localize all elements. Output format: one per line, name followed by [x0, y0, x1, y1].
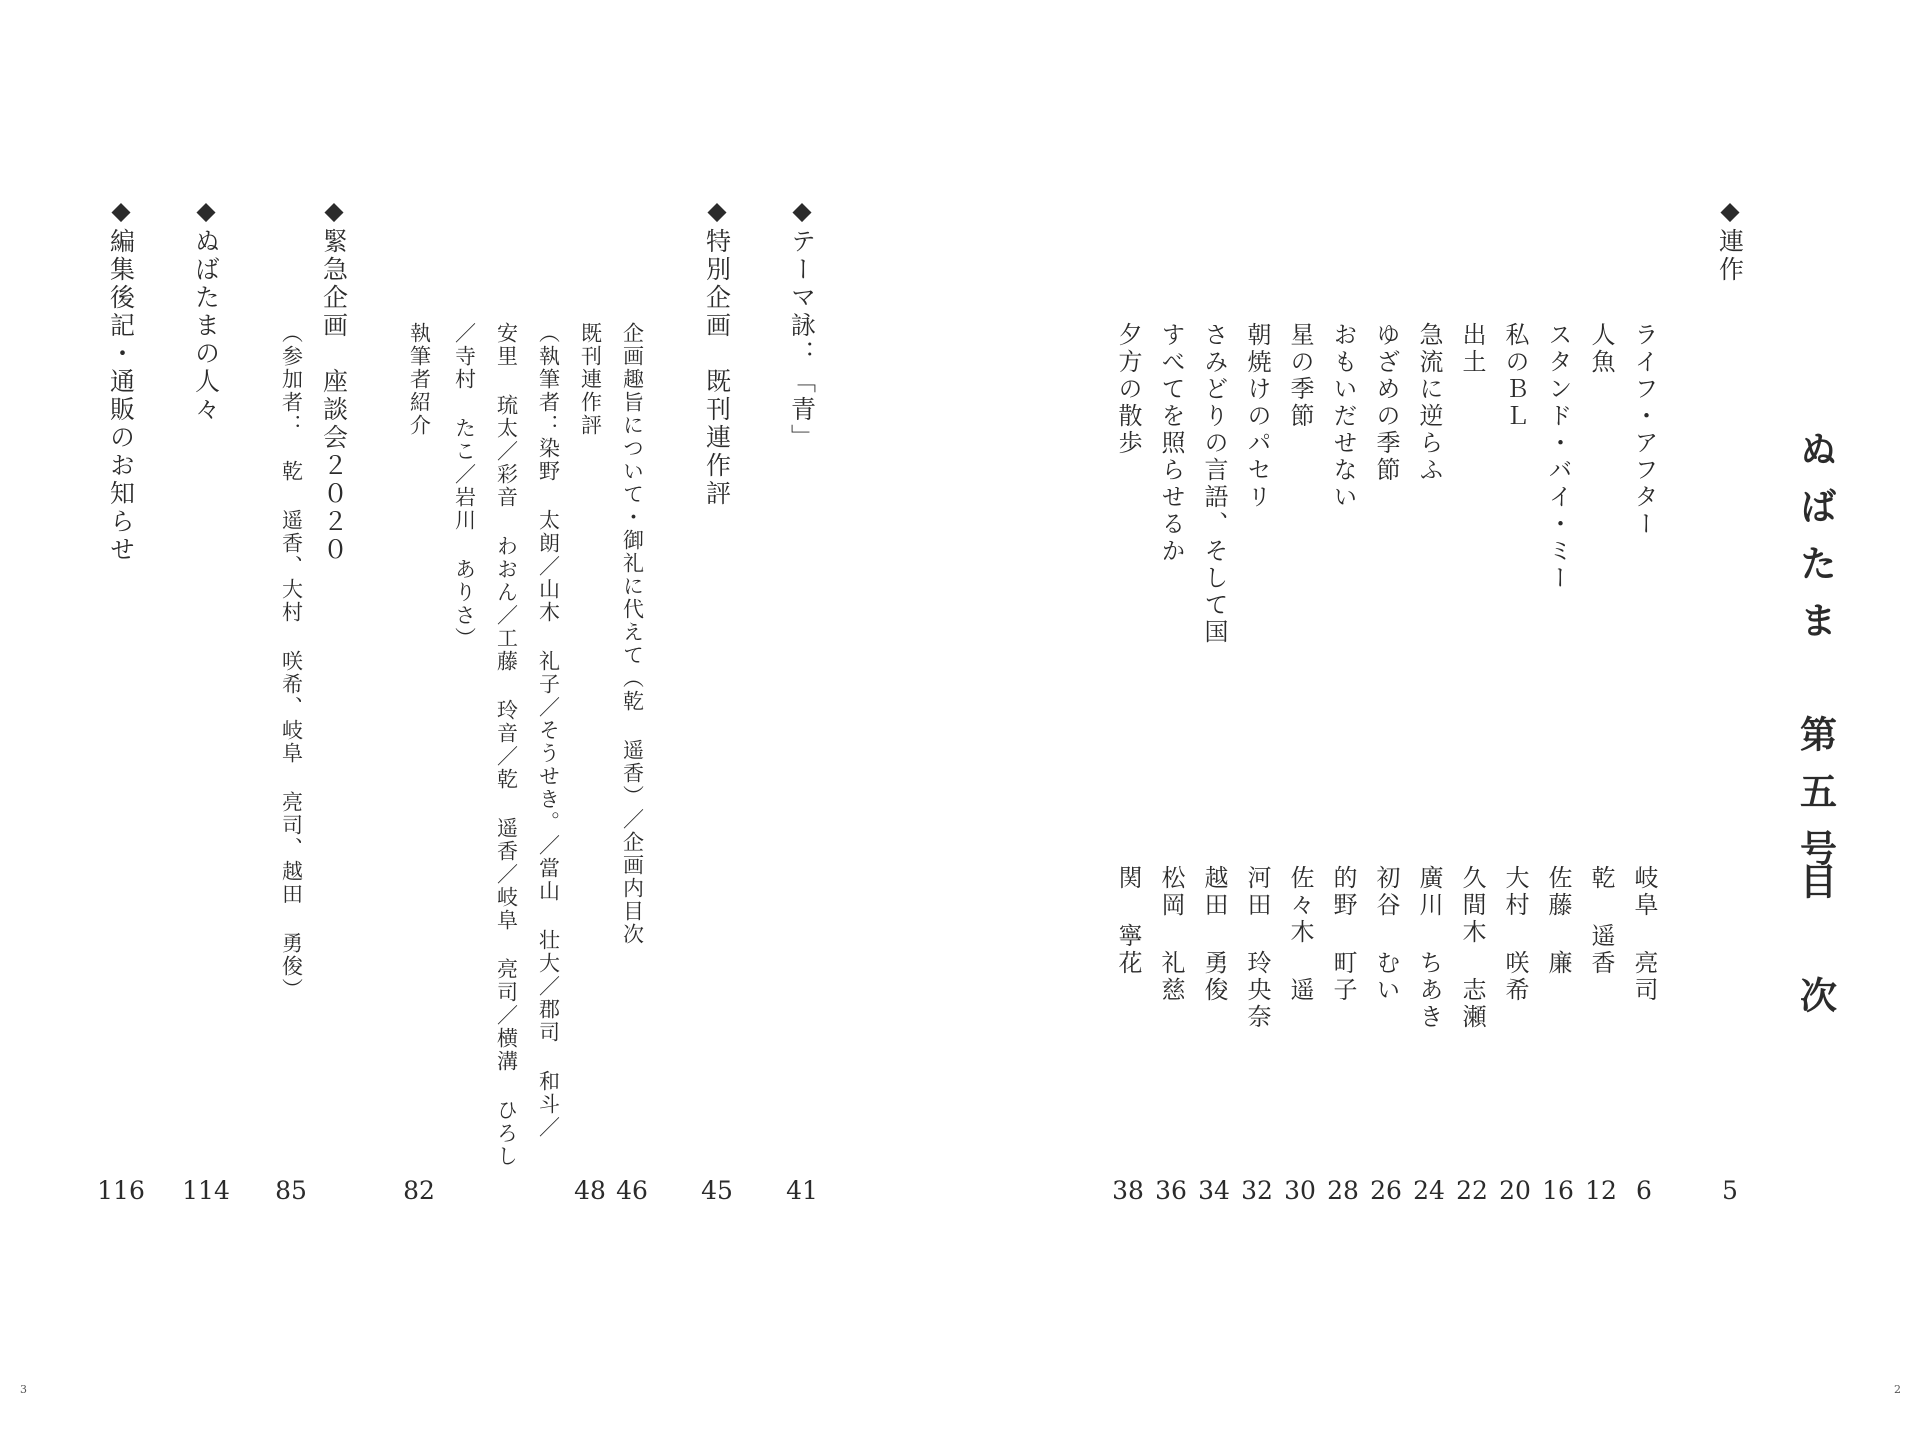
folio-left: 3 [20, 1383, 27, 1396]
special-contributors-page: 82 [403, 1176, 435, 1205]
rensaku-page-4: 20 [1499, 1176, 1531, 1205]
special-writers-3: ／寺村 たこ／岩川 ありさ） [452, 322, 477, 650]
rensaku-title-6: 急流に逆らふ [1415, 322, 1443, 484]
people-page: 114 [182, 1176, 230, 1205]
rensaku-author-9: 佐々木 遥 [1286, 865, 1314, 1004]
rensaku-author-1: 岐阜 亮司 [1630, 865, 1658, 1004]
rensaku-title-4: 私のＢＬ [1501, 322, 1529, 430]
rensaku-page-12: 36 [1155, 1176, 1187, 1205]
rensaku-page-2: 12 [1585, 1176, 1617, 1205]
rensaku-page-1: 6 [1636, 1176, 1652, 1205]
rensaku-page-10: 32 [1241, 1176, 1273, 1205]
people-heading: ◆ぬばたまの人々 [191, 196, 221, 424]
rensaku-author-8: 的野 町子 [1329, 865, 1357, 1004]
afterword-heading: ◆編集後記・通販のお知らせ [106, 196, 136, 564]
special-intro: 企画趣旨について・御礼に代えて（乾 遥香）／企画内目次 [620, 322, 645, 946]
rensaku-page-6: 24 [1413, 1176, 1445, 1205]
emergency-heading: ◆緊急企画 座談会２０２０ [319, 196, 349, 564]
rensaku-author-4: 大村 咲希 [1501, 865, 1529, 1004]
rensaku-title-9: 星の季節 [1286, 322, 1314, 430]
special-writers-2: 安里 琉太／彩音 わおん／工藤 玲音／乾 遥香／岐阜 亮司／横溝 ひろし [494, 322, 519, 1168]
rensaku-page-8: 28 [1327, 1176, 1359, 1205]
rensaku-page-13: 38 [1112, 1176, 1144, 1205]
rensaku-author-2: 乾 遥香 [1587, 865, 1615, 977]
rensaku-title-1: ライフ・アフター [1630, 322, 1658, 538]
special-heading: ◆特別企画 既刊連作評 [702, 196, 732, 508]
rensaku-title-11: さみどりの言語、そして国 [1200, 322, 1228, 646]
toc-title: 目 次 [1793, 862, 1838, 1033]
rensaku-title-3: スタンド・バイ・ミー [1544, 322, 1572, 592]
emergency-page: 85 [275, 1176, 307, 1205]
rensaku-author-6: 廣川 ちあき [1415, 865, 1443, 1031]
folio-right: 2 [1894, 1383, 1901, 1396]
rensaku-page-3: 16 [1542, 1176, 1574, 1205]
theme-heading: ◆テーマ詠：「青」 [787, 196, 817, 452]
rensaku-author-3: 佐藤 廉 [1544, 865, 1572, 977]
special-reviews: 既刊連作評 [578, 322, 603, 437]
theme-page: 41 [786, 1176, 818, 1205]
rensaku-page-5: 22 [1456, 1176, 1488, 1205]
rensaku-title-8: おもいだせない [1329, 322, 1357, 511]
rensaku-author-13: 関 寧花 [1114, 865, 1142, 977]
rensaku-title-10: 朝焼けのパセリ [1243, 322, 1271, 511]
rensaku-title-13: 夕方の散歩 [1114, 322, 1142, 457]
special-writers-1: （執筆者：染野 太朗／山木 礼子／そうせき。／當山 壮大／郡司 和斗／ [536, 322, 561, 1139]
emergency-participants: （参加者： 乾 遥香、大村 咲希、岐阜 亮司、越田 勇俊） [279, 322, 304, 1001]
rensaku-author-7: 初谷 むい [1372, 865, 1400, 1004]
rensaku-author-12: 松岡 礼慈 [1157, 865, 1185, 1004]
magazine-title: ぬばたま 第五号 [1793, 430, 1838, 886]
rensaku-title-12: すべてを照らせるか [1157, 322, 1185, 565]
rensaku-page-11: 34 [1198, 1176, 1230, 1205]
special-reviews-page: 48 [574, 1176, 606, 1205]
rensaku-author-11: 越田 勇俊 [1200, 865, 1228, 1004]
afterword-page: 116 [97, 1176, 145, 1205]
rensaku-page: 5 [1722, 1176, 1738, 1205]
rensaku-author-5: 久間木 志瀬 [1458, 865, 1486, 1031]
rensaku-title-7: ゆざめの季節 [1372, 322, 1400, 484]
rensaku-title-5: 出土 [1458, 322, 1486, 376]
rensaku-author-10: 河田 玲央奈 [1243, 865, 1271, 1031]
rensaku-title-2: 人魚 [1587, 322, 1615, 376]
special-contributors: 執筆者紹介 [407, 322, 432, 437]
special-page: 45 [701, 1176, 733, 1205]
rensaku-page-9: 30 [1284, 1176, 1316, 1205]
rensaku-heading: ◆連作 [1715, 196, 1745, 284]
rensaku-page-7: 26 [1370, 1176, 1402, 1205]
special-intro-page: 46 [616, 1176, 648, 1205]
